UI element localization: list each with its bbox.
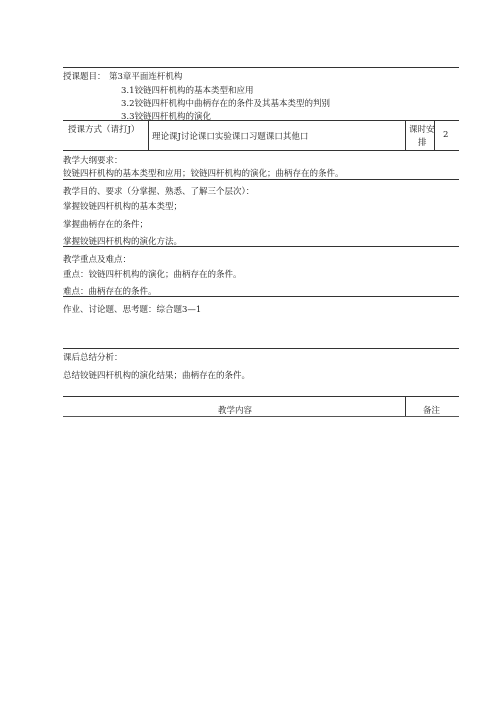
summary-text: 总结铰链四杆机构的演化结果；曲柄存在的条件。 xyxy=(63,371,251,381)
top-border xyxy=(63,67,459,68)
syllabus-divider xyxy=(63,179,459,180)
footer-table-top xyxy=(63,396,459,397)
objective-line-1: 掌握铰链四杆机构的基本类型； xyxy=(63,202,183,212)
objectives-label: 教学目的、要求（分掌握、熟悉、了解三个层次）： xyxy=(63,187,255,197)
topic-label: 授课题目： xyxy=(63,72,106,82)
syllabus-label: 教学大纲要求： xyxy=(63,156,123,166)
method-label: 授课方式（请打J） xyxy=(68,125,140,135)
keypoints-label: 教学重点及难点： xyxy=(63,255,132,265)
hours-value: 2 xyxy=(443,130,449,140)
topic-item-2: 3.2铰链四杆机构中曲柄存在的条件及其基本类型的判别 xyxy=(121,99,331,109)
objective-line-3: 掌握铰链四杆机构的演化方法。 xyxy=(63,237,183,247)
footer-table-divider xyxy=(405,396,406,416)
keypoints-difficulty: 难点：曲柄存在的条件。 xyxy=(63,287,157,297)
homework-divider xyxy=(63,348,459,349)
hours-label-2: 排 xyxy=(418,138,427,148)
method-divider-2 xyxy=(405,120,406,150)
homework-text: 作业、讨论题、思考题：综合题3—1 xyxy=(63,305,202,315)
remarks-header: 备注 xyxy=(423,406,441,416)
footer-table-bottom xyxy=(63,416,459,417)
keypoints-divider xyxy=(63,296,459,297)
method-divider-3 xyxy=(434,120,435,150)
hours-label-1: 课时安 xyxy=(409,125,435,135)
keypoints-focus: 重点：铰链四杆机构的演化；曲柄存在的条件。 xyxy=(63,270,242,280)
topic-item-3: 3.3铰链四杆机构的演化 xyxy=(121,112,212,122)
summary-label: 课后总结分析： xyxy=(63,353,123,363)
method-row-bottom xyxy=(63,150,459,151)
topic-item-1: 3.1铰链四杆机构的基本类型和应用 xyxy=(121,86,254,96)
topic-title: 第3章平面连杆机构 xyxy=(109,72,183,82)
objectives-divider xyxy=(63,246,459,247)
method-row-top xyxy=(63,120,459,121)
objective-line-2: 掌握曲柄存在的条件； xyxy=(63,220,149,230)
method-options: 理论课J讨论课口实验课口习题课口其他口 xyxy=(152,132,309,142)
syllabus-text: 铰链四杆机构的基本类型和应用；铰链四杆机构的演化；曲柄存在的条件。 xyxy=(63,169,344,179)
content-header: 教学内容 xyxy=(218,406,253,416)
method-divider-1 xyxy=(148,120,149,150)
